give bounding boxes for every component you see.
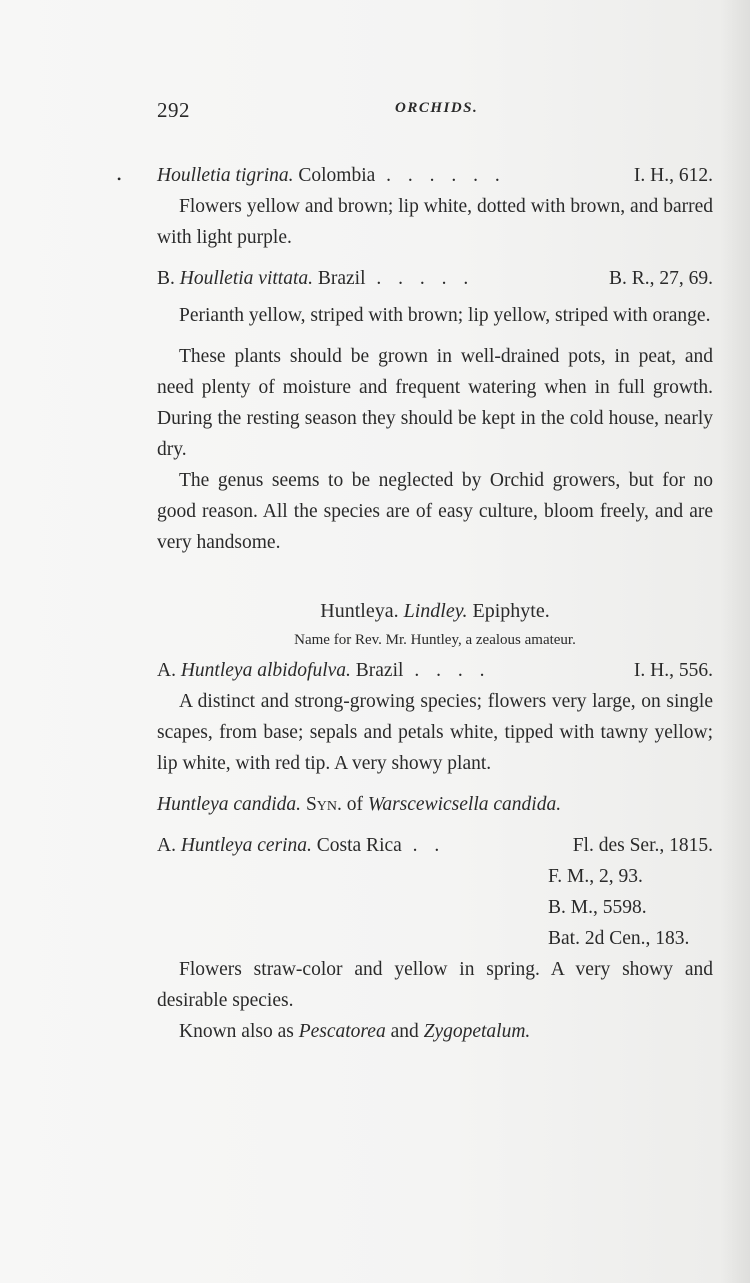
culture-paragraph: The genus seems to be neglected by Orchid growers, but for no good reason. All the species are of easy culture, bloom freely, and are very handsome. xyxy=(157,470,713,553)
also-known-name: Pescatorea xyxy=(298,1021,386,1042)
page-body xyxy=(157,160,713,1047)
genus-note: Name for Rev. Mr. Huntley, a zealous amateur. xyxy=(294,632,576,648)
species-name: Huntleya candida. xyxy=(157,794,302,815)
leader-dots: . . xyxy=(412,835,446,856)
genus-heading xyxy=(157,596,713,627)
species-entry-vittata xyxy=(157,263,713,294)
page-header xyxy=(157,98,713,128)
species-reference: B. M., 5598. xyxy=(548,897,647,918)
reference-list xyxy=(548,861,713,954)
species-name: Houlletia vittata. xyxy=(179,268,313,289)
leader-dots: . . . . . . xyxy=(386,165,506,186)
leader-dots: . . . . xyxy=(414,660,491,681)
species-prefix: B. xyxy=(157,268,175,289)
synonym-entry xyxy=(157,789,713,820)
species-prefix: A. xyxy=(157,660,176,681)
species-reference: I. H., 556. xyxy=(633,660,713,681)
species-description: A distinct and strong-growing species; flowers very large, on single scapes, from base; sepals and petals white, tipped with tawny yellow; lip white, with red tip. A very showy plant. xyxy=(157,691,713,774)
species-country: Brazil xyxy=(317,268,366,289)
culture-paragraph: These plants should be grown in well-drained pots, in peat, and need plenty of moisture and frequent watering when in full growth. During the resting season they should be kept in the cold house, nearly dry. xyxy=(157,346,713,460)
species-name: Huntleya albidofulva. xyxy=(180,660,351,681)
synonym-of: of xyxy=(346,794,364,815)
also-known-and: and xyxy=(390,1021,419,1042)
leader-dots: . . . . . xyxy=(376,268,475,289)
species-reference: Bat. 2d Cen., 183. xyxy=(548,928,690,949)
page-number: 292 xyxy=(157,98,190,122)
genus-name: Huntleya. xyxy=(320,600,399,622)
species-reference: I. H., 612. xyxy=(633,165,713,186)
species-entry-albidofulva xyxy=(157,655,713,686)
species-entry-tigrina xyxy=(157,160,713,191)
also-known-line xyxy=(157,1016,713,1047)
margin-mark: • xyxy=(117,172,122,186)
page-edge-shadow xyxy=(720,0,750,1283)
species-reference: B. R., 27, 69. xyxy=(608,268,713,289)
species-description: Flowers straw-color and yellow in spring. A very showy and desirable species. xyxy=(157,959,713,1011)
genus-habit: Epiphyte. xyxy=(472,600,550,622)
also-known-name: Zygopetalum. xyxy=(423,1021,531,1042)
species-country: Colombia xyxy=(298,165,376,186)
synonym-label: Syn. xyxy=(305,794,342,815)
species-country: Costa Rica xyxy=(316,835,402,856)
species-reference: Fl. des Ser., 1815. xyxy=(572,835,713,856)
synonym-target: Warscewicsella candida. xyxy=(367,794,562,815)
also-known-prefix: Known also as xyxy=(179,1021,294,1042)
species-description: Perianth yellow, striped with brown; lip yellow, striped with orange. xyxy=(179,305,711,326)
species-entry-cerina xyxy=(157,830,713,861)
genus-author: Lindley. xyxy=(403,600,468,622)
species-description: Flowers yellow and brown; lip white, dotted with brown, and barred with light purple. xyxy=(157,196,713,248)
running-title: ORCHIDS. xyxy=(395,100,479,116)
species-prefix: A. xyxy=(157,835,176,856)
species-reference: F. M., 2, 93. xyxy=(548,866,643,887)
species-name: Houlletia tigrina. xyxy=(157,165,294,186)
species-name: Huntleya cerina. xyxy=(180,835,312,856)
species-country: Brazil xyxy=(355,660,404,681)
